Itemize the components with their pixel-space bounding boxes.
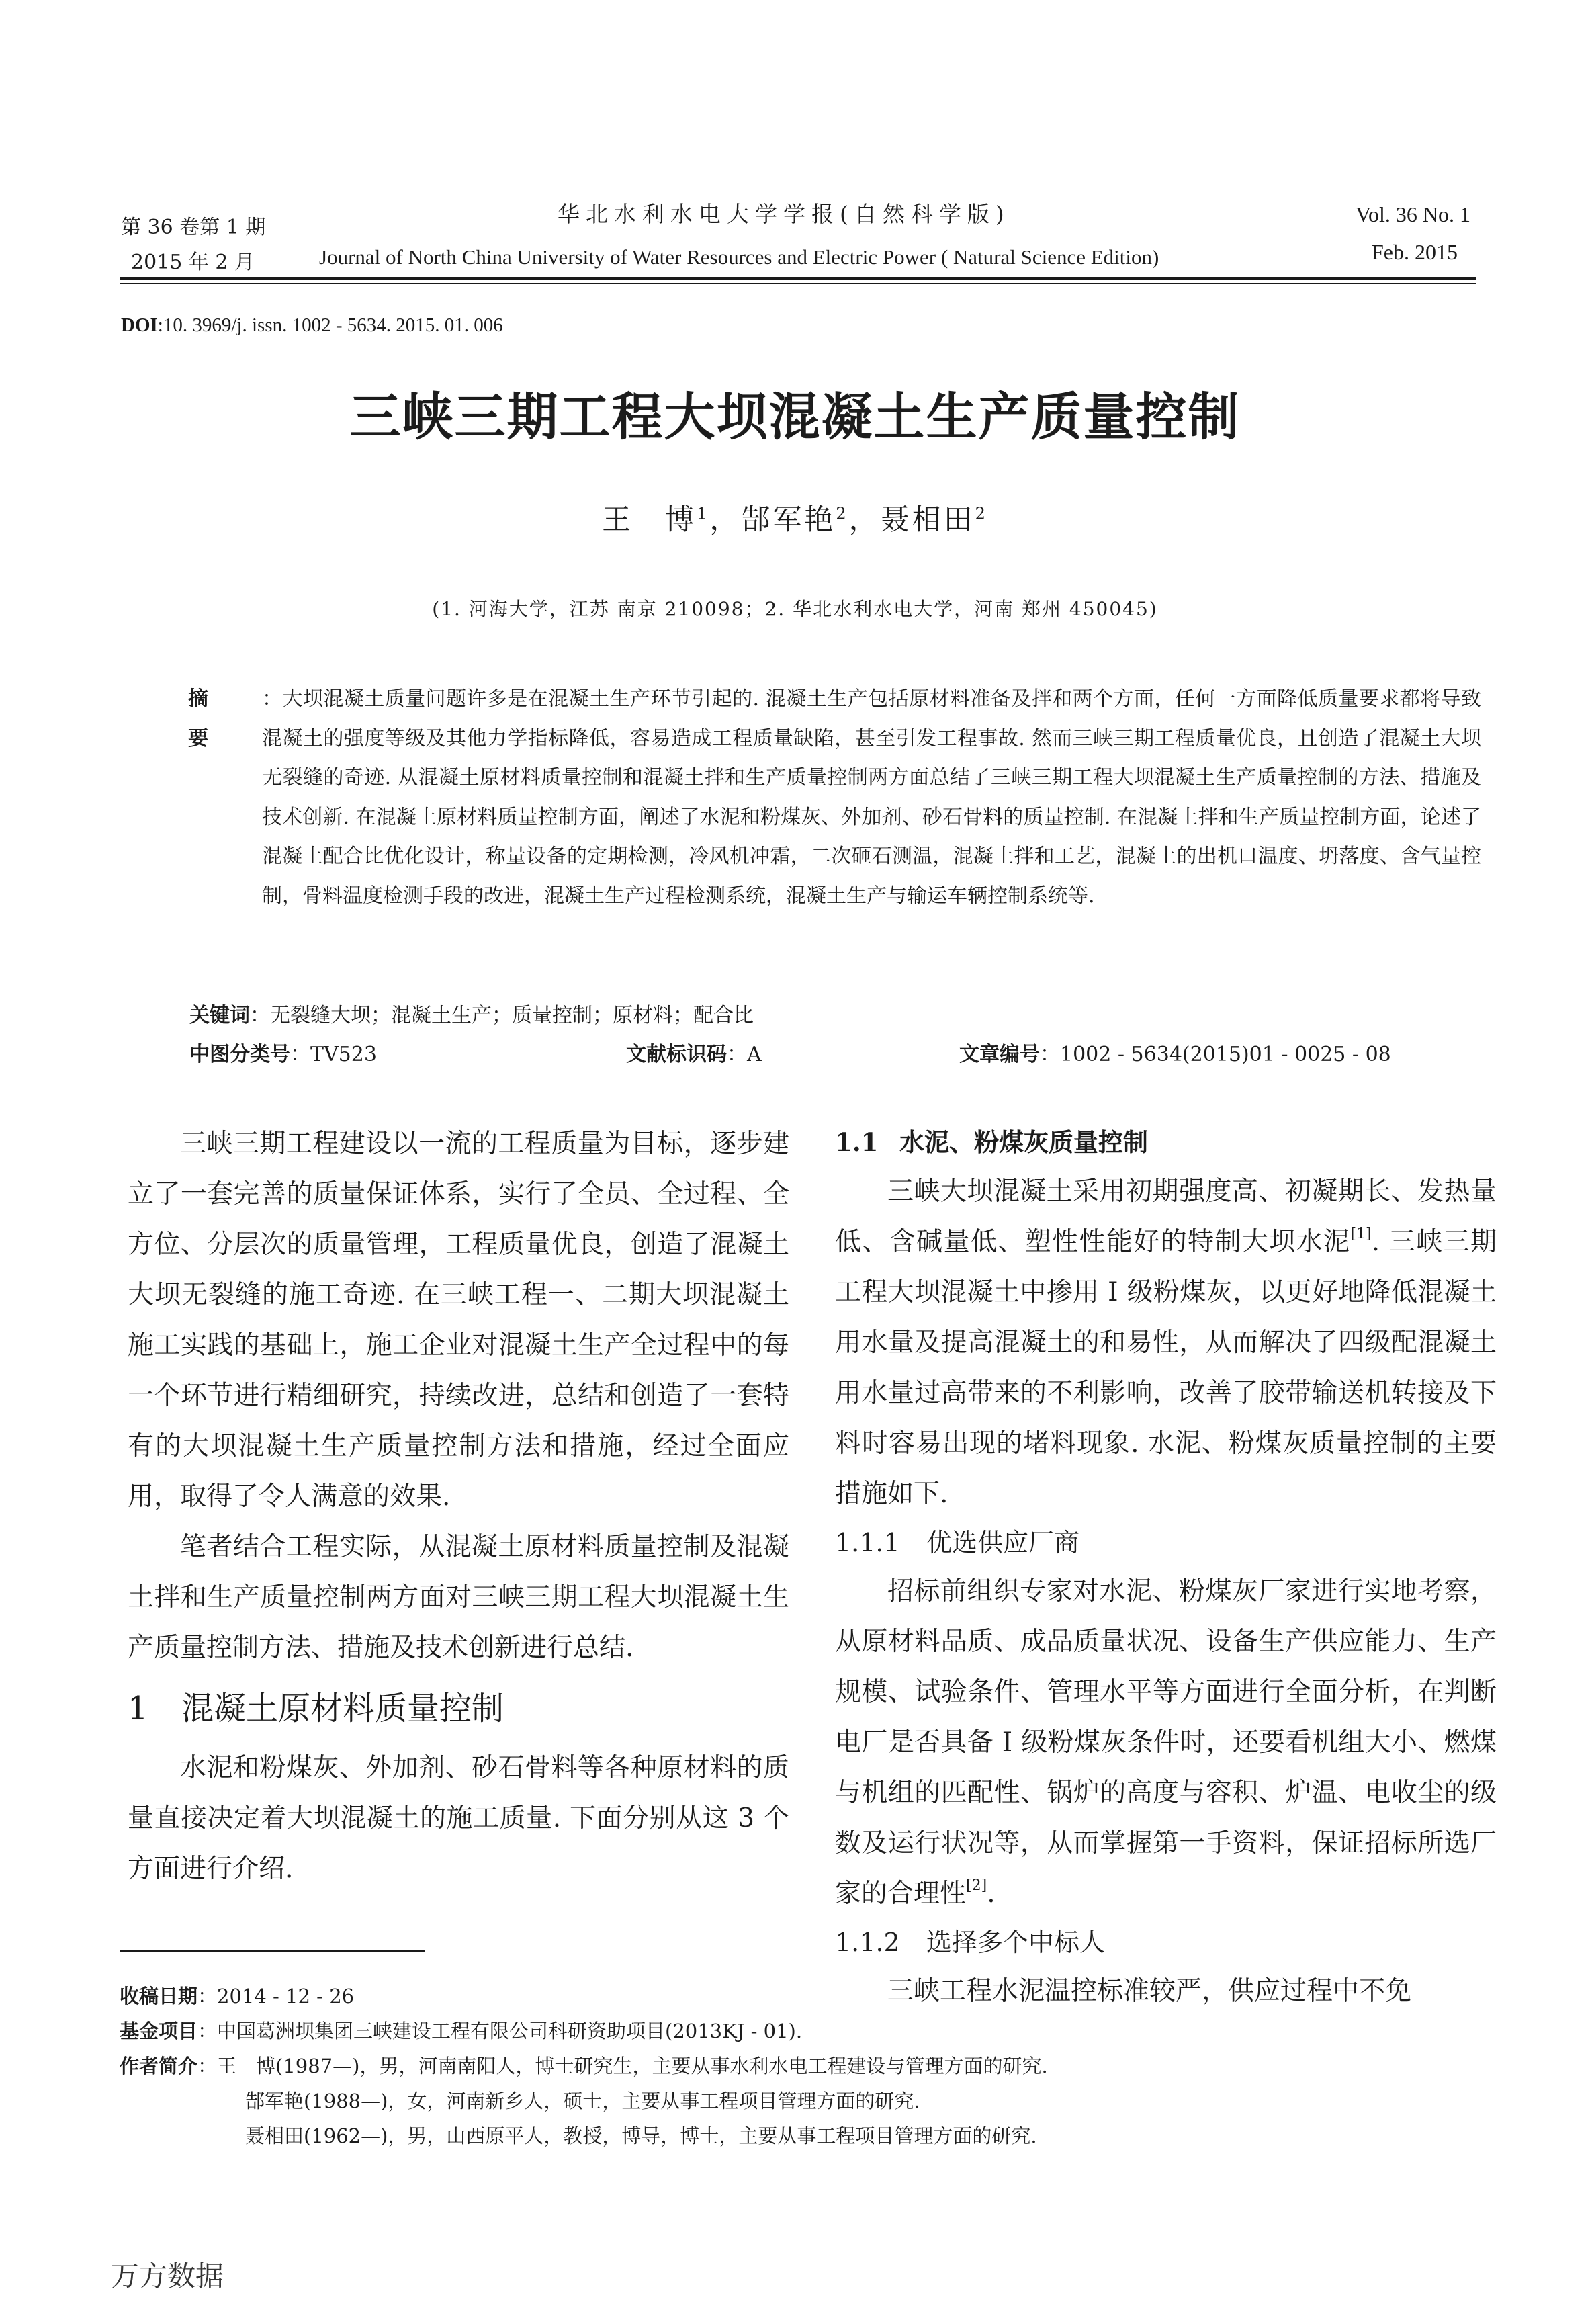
- doi-label: DOI: [121, 314, 158, 336]
- article-title: 三峡三期工程大坝混凝土生产质量控制: [349, 387, 1241, 447]
- author-list: [0, 497, 1590, 538]
- document-code-label: 文献标识码: [626, 1043, 727, 1066]
- subsection-1-1-heading: [835, 1119, 1497, 1166]
- header-volume-issue-en: Vol. 36 No. 1: [1356, 202, 1470, 226]
- abstract-label: 摘 要: [188, 687, 258, 750]
- author-separator: ，: [709, 503, 742, 537]
- header-date-en: Feb. 2015: [1372, 240, 1458, 264]
- citation-ref-1[interactable]: [1]: [1350, 1225, 1372, 1242]
- author-1: 王 博: [602, 503, 697, 537]
- clc-number: [189, 1041, 377, 1068]
- author-bio-2: 郜军艳(1988—)，女，河南新乡人，硕士，主要从事工程项目管理方面的研究.: [245, 2090, 920, 2112]
- affiliations: (1. 河海大学，江苏 南京 210098；2. 华北水利水电大学，河南 郑州 450045): [432, 598, 1158, 620]
- section-1-paragraph-1: 水泥和粉煤灰、外加剂、砂石骨料等各种原材料的质量直接决定着大坝混凝土的施工质量. 下面分别从这 3 个方面进行介绍.: [128, 1753, 789, 1884]
- header-date-cn: 2015 年 2 月: [131, 251, 255, 274]
- clc-value: ：TV523: [290, 1043, 377, 1066]
- header-rule-thick: [120, 277, 1476, 280]
- keywords-label: 关键词: [189, 1004, 250, 1027]
- received-date-label: 收稿日期: [120, 1985, 198, 2008]
- received-date: [120, 1979, 1048, 2014]
- subsection-1-1-1-title: 优选供应厂商: [926, 1528, 1080, 1557]
- subsection-1-1-2-number: 1.1.2: [835, 1928, 900, 1957]
- abstract-text: ：大坝混凝土质量问题许多是在混凝土生产环节引起的. 混凝土生产包括原材料准备及拌和两个方面，任何一方面降低质量要求都将导致混凝土的强度等级及其他力学指标降低，容易造成工程质量缺陷，甚至引发工程事故. 然而三峡三期工程质量优良，且创造了混凝土大坝无裂缝的奇迹. 从混凝土原材料质量控制和混凝土拌和生产质量控制两方面总结了三峡三期工程大坝混凝土生产质量控制的方法、措施及技术创新. 在混凝土原材料质量控制方面，阐述了水泥和粉煤灰、外加剂、砂石骨料的质量控制. 在混凝土拌和生产质量控制方面，论述了混凝土配合比优化设计，称量设备的定期检测，冷风机冲霜，二次砸石测温，混凝土拌和工艺，混凝土的出机口温度、坍落度、含气量控制，骨料温度检测手段的改进，混凝土生产过程检测系统，混凝土生产与输运车辆控制系统等.: [262, 687, 1481, 908]
- subsection-1-1-1-paragraph: [835, 1566, 1497, 1919]
- body-right-column: [835, 1119, 1497, 2016]
- article-number: [959, 1041, 1391, 1068]
- doi-line: [121, 314, 503, 337]
- fund-project-value: ：中国葛洲坝集团三峡建设工程有限公司科研资助项目(2013KJ - 01).: [197, 2020, 803, 2042]
- footnote-rule: [120, 1950, 425, 1952]
- subsection-1-1-2-heading: [835, 1919, 1497, 1966]
- wanfang-watermark: 万方数据: [111, 2260, 224, 2292]
- subsection-1-1-number: 1.1: [835, 1127, 879, 1157]
- intro-paragraph-1: 三峡三期工程建设以一流的工程质量为目标，逐步建立了一套完善的质量保证体系，实行了全员、全过程、全方位、分层次的质量管理，工程质量优良，创造了混凝土大坝无裂缝的施工奇迹. 在三峡工程一、二期大坝混凝土施工实践的基础上，施工企业对混凝土生产全过程中的每一个环节进行精细研究，持续改进，总结和创造了一套特有的大坝混凝土生产质量控制方法和措施，经过全面应用，取得了令人满意的效果.: [128, 1129, 789, 1512]
- section-1-title: 混凝土原材料质量控制: [181, 1690, 504, 1727]
- citation-ref-2[interactable]: [2]: [966, 1877, 987, 1894]
- article-number-label: 文章编号: [959, 1043, 1040, 1066]
- author-bio-3: 聂相田(1962—)，男，山西原平人，教授，博导，博士，主要从事工程项目管理方面的研究.: [245, 2124, 1037, 2147]
- received-date-value: ：2014 - 12 - 26: [197, 1985, 355, 2008]
- section-1-heading: [128, 1678, 789, 1739]
- header-journal-title-en: Journal of North China University of Water Resources and Electric Power ( Natural Science Edition): [319, 245, 1159, 269]
- body-left-column: [128, 1119, 789, 1894]
- author-2-affil: 2: [836, 504, 849, 523]
- subsection-1-1-paragraph: [835, 1166, 1497, 1519]
- header-volume-issue-cn: 第 36 卷第 1 期: [121, 216, 266, 239]
- fund-project: [120, 2014, 1048, 2049]
- doi-value[interactable]: :10. 3969/j. issn. 1002 - 5634. 2015. 01. 006: [157, 314, 503, 336]
- keywords-value: ：无裂缝大坝；混凝土生产；质量控制；原材料；配合比: [250, 1004, 754, 1027]
- paragraph-text: . 三峡三期工程大坝混凝土中掺用 Ⅰ 级粉煤灰，以更好地降低混凝土用水量及提高混凝土的和易性，从而解决了四级配混凝土用水量过高带来的不利影响，改善了胶带输送机转接及下料时容易出现的堵料现象. 水泥、粉煤灰质量控制的主要措施如下.: [835, 1227, 1497, 1509]
- author-2: 郜军艳: [741, 503, 836, 537]
- footnotes: [120, 1979, 1048, 2153]
- author-3: 聂相田: [880, 503, 975, 537]
- paragraph-text: 三峡大坝混凝土采用初期强度高、初凝期长、发热量低、含碱量低、塑性性能好的特制大坝水泥: [835, 1176, 1497, 1257]
- author-separator: ，: [848, 503, 881, 537]
- article-number-value: ：1002 - 5634(2015)01 - 0025 - 08: [1040, 1043, 1391, 1066]
- author-bio-1-text: ：王 博(1987—)，男，河南南阳人，博士研究生，主要从事水利水电工程建设与管理方面的研究.: [197, 2055, 1048, 2077]
- author-1-affil: 1: [697, 504, 710, 523]
- author-bio-label: 作者简介: [120, 2055, 198, 2077]
- subsection-1-1-2-title: 选择多个中标人: [926, 1928, 1106, 1957]
- subsection-1-1-2-paragraph: 三峡工程水泥温控标准较严，供应过程中不免: [887, 1976, 1412, 2006]
- keywords: [189, 1002, 754, 1029]
- header-journal-title-cn: 华北水利水电大学学报(自然科学版): [558, 201, 1010, 227]
- paragraph-text: 招标前组织专家对水泥、粉煤灰厂家进行实地考察，从原材料品质、成品质量状况、设备生产供应能力、生产规模、试验条件、管理水平等方面进行全面分析，在判断电厂是否具备 Ⅰ 级粉煤灰条件时，还要看机组大小、燃煤与机组的匹配性、锅炉的高度与容积、炉温、电收尘的级数及运行状况等，从而掌握第一手资料，保证招标所选厂家的合理性: [835, 1576, 1497, 1909]
- abstract: [188, 680, 1481, 916]
- clc-label: 中图分类号: [189, 1043, 290, 1066]
- intro-paragraph-2: 笔者结合工程实际，从混凝土原材料质量控制及混凝土拌和生产质量控制两方面对三峡三期工程大坝混凝土生产质量控制方法、措施及技术创新进行总结.: [128, 1532, 789, 1663]
- section-1-number: 1: [128, 1690, 148, 1727]
- subsection-1-1-1-number: 1.1.1: [835, 1528, 900, 1557]
- document-code: [626, 1041, 762, 1068]
- author-bio-1: [120, 2049, 1048, 2083]
- paragraph-text: .: [987, 1879, 996, 1909]
- document-code-value: ：A: [727, 1043, 762, 1066]
- fund-project-label: 基金项目: [120, 2020, 198, 2042]
- subsection-1-1-title: 水泥、粉煤灰质量控制: [899, 1128, 1148, 1157]
- author-3-affil: 2: [975, 504, 988, 523]
- header-rule-thin: [120, 283, 1476, 284]
- subsection-1-1-1-heading: [835, 1519, 1497, 1566]
